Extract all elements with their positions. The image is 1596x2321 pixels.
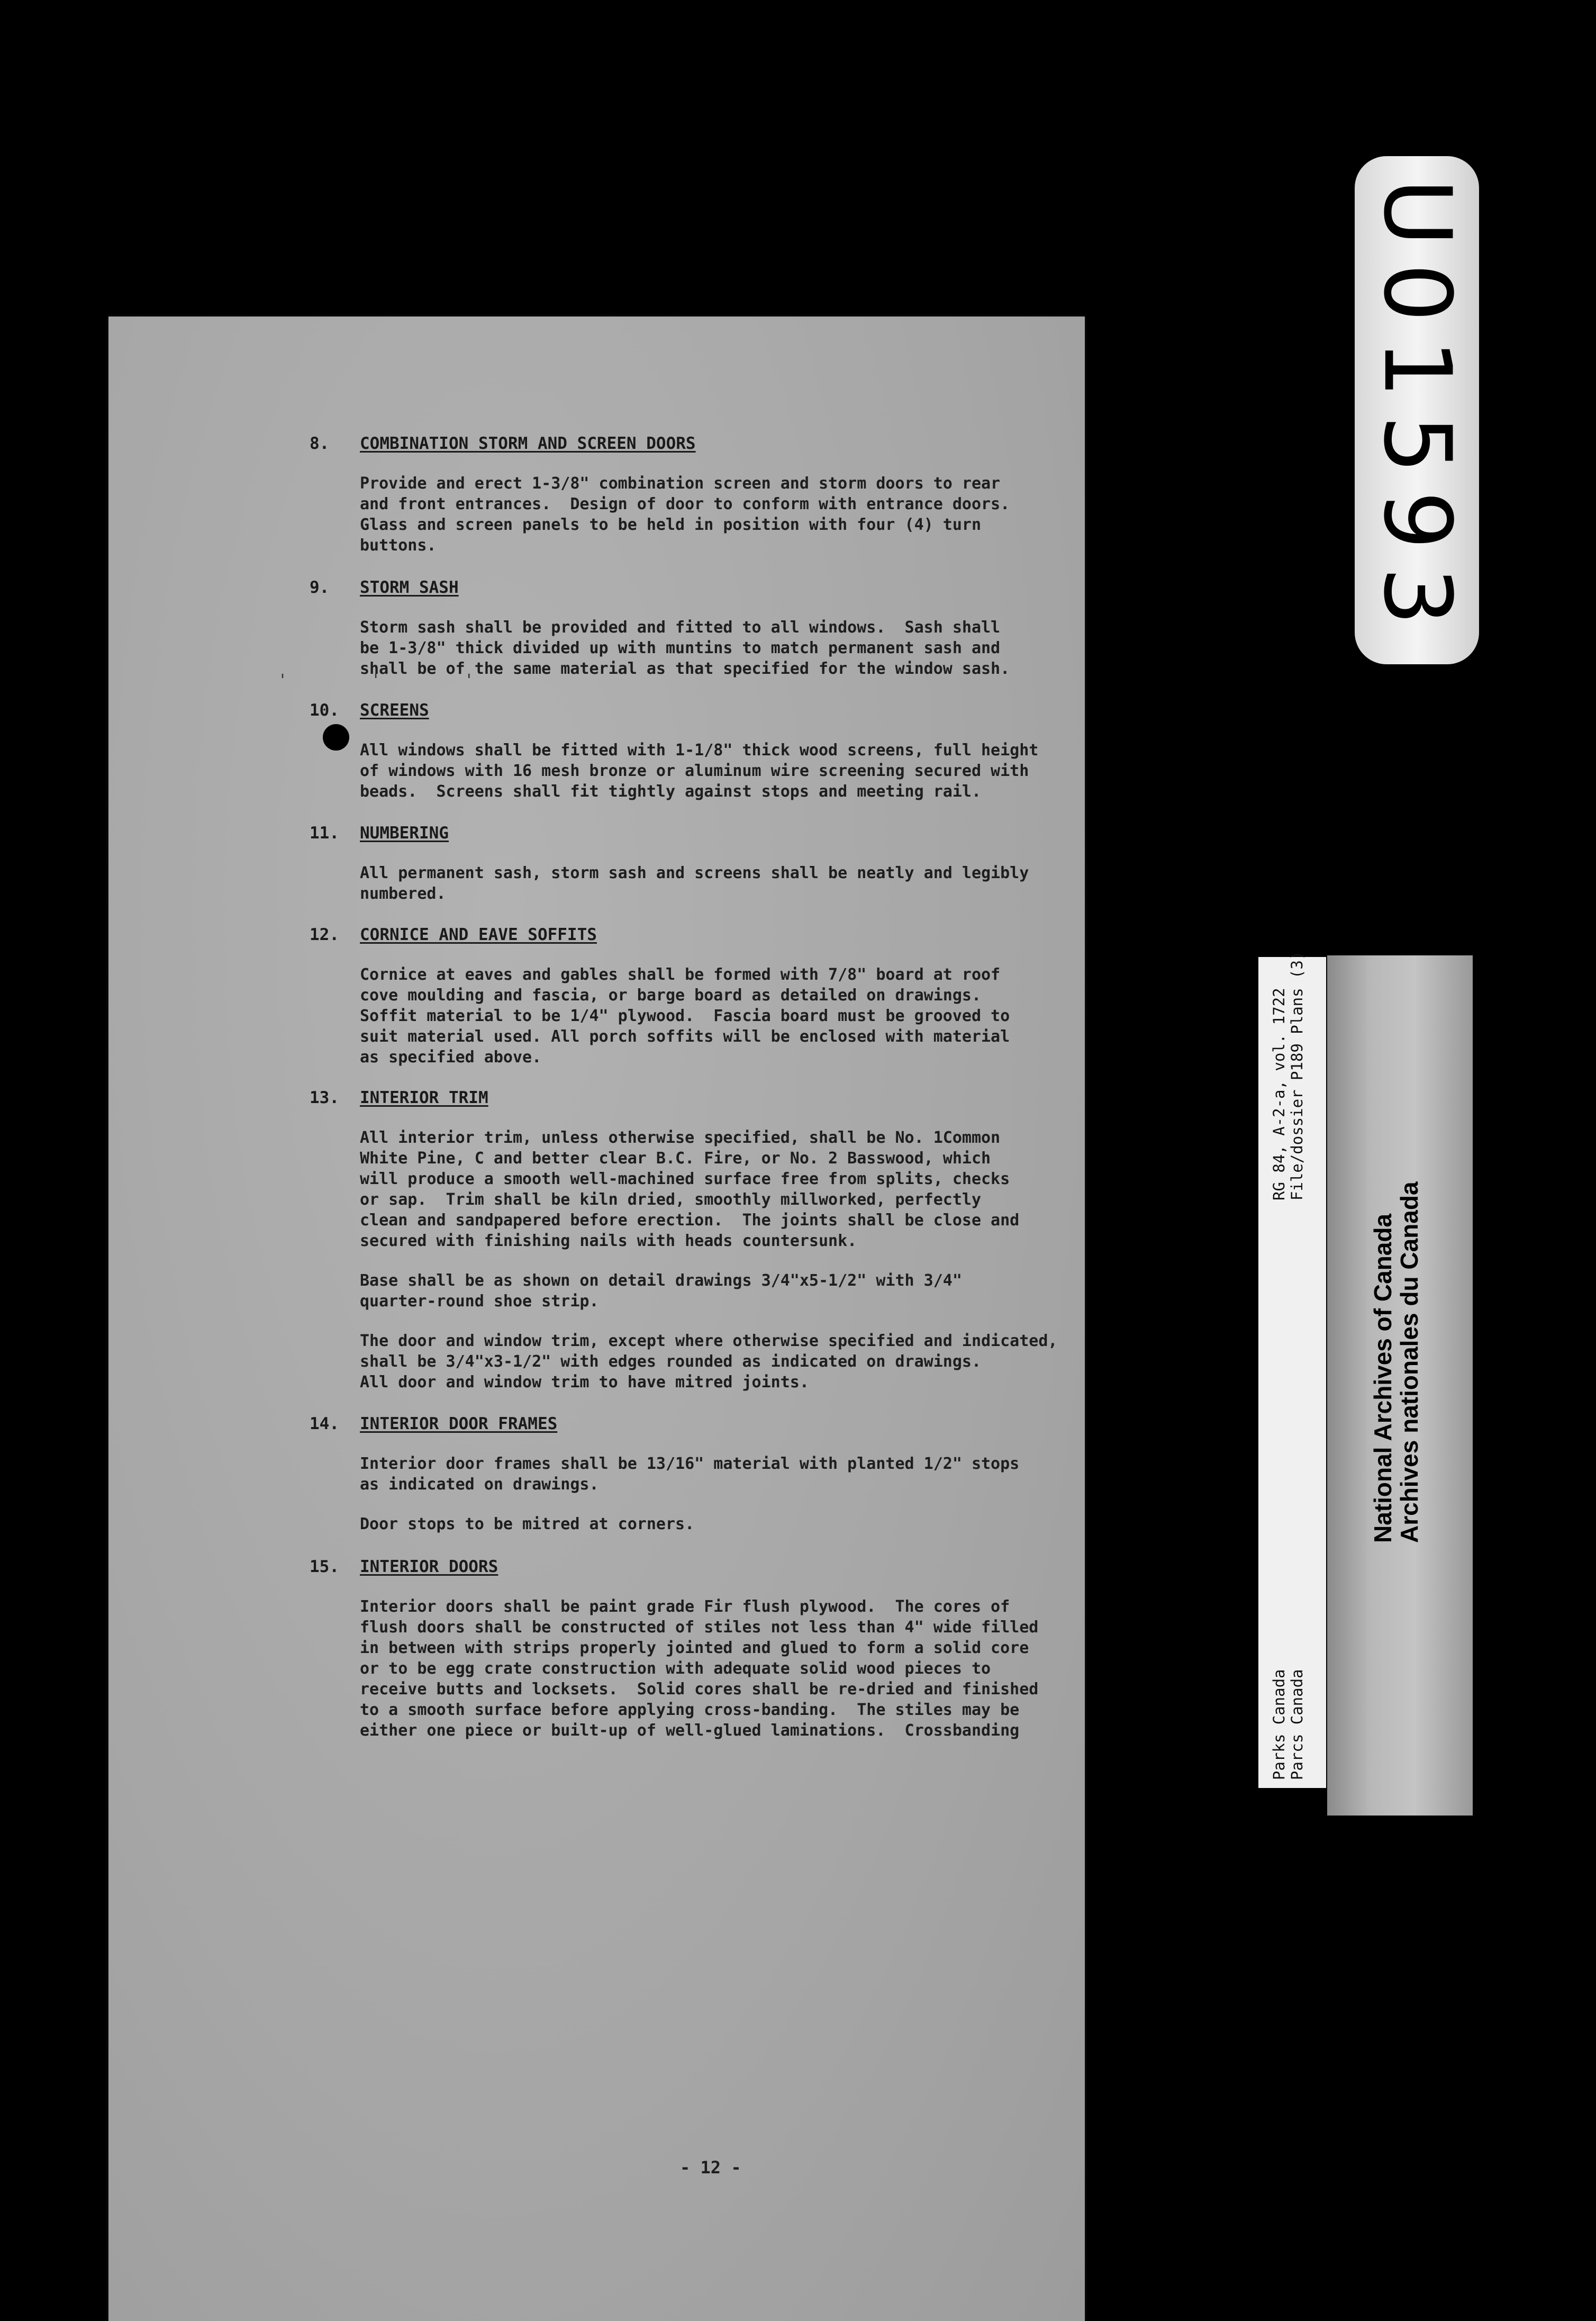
section-number: 13.	[310, 1088, 339, 1107]
section-number: 12.	[310, 925, 339, 944]
section-12	[310, 925, 1135, 1068]
section-number: 10.	[310, 701, 339, 720]
section-title: COMBINATION STORM AND SCREEN DOORS	[360, 434, 696, 453]
section-title: STORM SASH	[360, 578, 459, 597]
page-specks: ' ' '	[278, 671, 511, 690]
file-reference-line: File/dossier P189 Plans (3)	[1288, 951, 1306, 1200]
section-title: INTERIOR TRIM	[360, 1088, 488, 1107]
section-heading	[310, 701, 1135, 720]
archive-name-line: National Archives of Canada	[1369, 1213, 1396, 1543]
section-title: NUMBERING	[360, 824, 449, 843]
section-paragraph: Interior door frames shall be 13/16" material with planted 1/2" stops as indicated on drawings.	[360, 1455, 1020, 1494]
file-reference-label	[1258, 951, 1326, 1788]
section-14	[310, 1414, 1135, 1534]
section-paragraph: The door and window trim, except where otherwise specified and indicated, shall be 3/4"x3-1/2" with edges rounded as indicated on drawings. All door and window trim to have mitred joints.	[360, 1332, 1058, 1392]
page-number: - 12 -	[680, 2157, 741, 2178]
section-title: SCREENS	[360, 701, 429, 720]
section-paragraph: Cornice at eaves and gables shall be formed with 7/8" board at roof cove moulding and fascia, or barge board as detailed on drawings. Soffit material to be 1/4" plywood. Fascia board must be grooved to suit material used. All porch soffits will be enclosed with material as specified above.	[360, 965, 1010, 1067]
section-heading	[310, 1414, 1135, 1433]
archive-name-line: Archives nationales du Canada	[1395, 1181, 1423, 1543]
archive-label	[1327, 955, 1473, 1816]
section-title: CORNICE AND EAVE SOFFITS	[360, 925, 597, 944]
microfilm-frame-code	[1355, 156, 1479, 664]
section-title: INTERIOR DOOR FRAMES	[360, 1414, 558, 1433]
section-number: 11.	[310, 824, 339, 843]
section-heading	[310, 824, 1135, 843]
file-reference-line: RG 84, A-2-a, vol. 1722	[1270, 988, 1288, 1200]
section-paragraph: All permanent sash, storm sash and screens shall be neatly and legibly numbered.	[360, 864, 1029, 903]
section-paragraph: Interior doors shall be paint grade Fir flush plywood. The cores of flush doors shall be constructed of stiles not less than 4" wide filled in between with strips properly jointed and glued to form a solid core or to be egg crate construction with adequate solid wood pieces to receive butts and locksets. Solid cores shall be re-dried and finished to a smooth surface before applying cross-banding. The stiles may be either one piece or built-up of well-glued laminations. Crossbanding	[360, 1597, 1039, 1740]
archive-name-text	[1370, 1181, 1422, 1543]
agency-line: Parcs Canada	[1288, 1669, 1306, 1780]
section-10	[310, 701, 1135, 802]
section-11	[310, 824, 1135, 904]
section-heading	[310, 434, 1135, 453]
section-paragraph: Storm sash shall be provided and fitted to all windows. Sash shall be 1-3/8" thick divided up with muntins to match permanent sash and shall be of the same material as that specified for the window sash.	[360, 618, 1010, 678]
section-heading	[310, 1557, 1135, 1576]
section-heading	[310, 578, 1135, 597]
frame-code-text: U01593	[1363, 178, 1471, 643]
section-title: INTERIOR DOORS	[360, 1557, 498, 1576]
section-paragraph: All interior trim, unless otherwise specified, shall be No. 1Common White Pine, C and better clear B.C. Fire, or No. 2 Basswood, which will produce a smooth well-machined surface free from splits, checks or sap. Trim shall be kiln dried, smoothly millworked, perfectly clean and sandpapered before erection. The joints shall be close and secured with finishing nails with heads countersunk.	[360, 1128, 1020, 1250]
document-page	[108, 317, 1085, 2321]
agency-line: Parks Canada	[1270, 1669, 1288, 1780]
section-paragraph: Base shall be as shown on detail drawings 3/4"x5-1/2" with 3/4" quarter-round shoe strip.	[360, 1271, 962, 1311]
section-paragraph: All windows shall be fitted with 1-1/8" thick wood screens, full height of windows with 16 mesh bronze or aluminum wire screening secured with beads. Screens shall fit tightly against stops and meeting rail.	[360, 741, 1039, 801]
section-heading	[310, 925, 1135, 944]
section-9	[310, 578, 1135, 679]
agency-text	[1270, 1669, 1306, 1780]
section-number: 14.	[310, 1414, 339, 1433]
section-number: 15.	[310, 1557, 339, 1576]
section-heading	[310, 1088, 1135, 1107]
section-paragraph: Provide and erect 1-3/8" combination screen and storm doors to rear and front entrances. Design of door to conform with entrance doors. Glass and screen panels to be held in position with four (4) turn buttons.	[360, 474, 1010, 555]
section-number: 9.	[310, 578, 330, 597]
section-8	[310, 434, 1135, 556]
section-13	[310, 1088, 1135, 1393]
section-paragraph: Door stops to be mitred at corners.	[360, 1515, 695, 1533]
section-15	[310, 1557, 1135, 1741]
section-number: 8.	[310, 434, 330, 453]
file-reference-text	[1270, 951, 1306, 1200]
